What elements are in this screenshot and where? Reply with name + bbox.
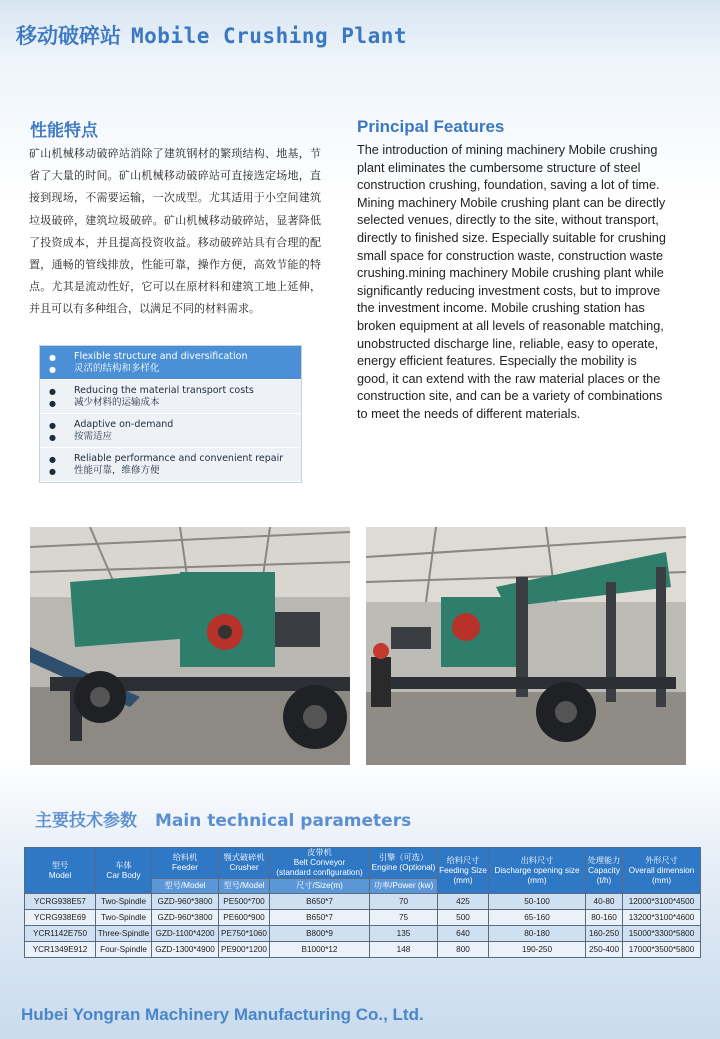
col-discharge: 出料尺寸 Discharge opening size (mm) bbox=[489, 848, 586, 894]
title-en: Mobile Crushing Plant bbox=[131, 24, 408, 48]
col-engine-sub: 功率/Power (kw) bbox=[370, 879, 438, 894]
col-crusher-sub: 型号/Model bbox=[219, 879, 270, 894]
col-conveyor: 皮带机 Belt Conveyor (standard configuration) bbox=[270, 848, 370, 879]
col-capacity: 处理能力 Capacity (t/h) bbox=[586, 848, 623, 894]
table-row: YCR1142E750 Three-Spindle GZD-1100*4200 PE750*1060 B800*9 135 640 80-180 160-250 15000*3300*5800 bbox=[25, 926, 701, 942]
company-name: Hubei Yongran Machinery Manufacturing Co., Ltd. bbox=[21, 1005, 424, 1024]
col-car-body: 车体 Car Body bbox=[96, 848, 152, 894]
feature-list bbox=[39, 345, 302, 483]
bullet-icon: ● bbox=[49, 365, 56, 374]
bullet-icon: ● bbox=[49, 467, 56, 476]
feature-zh: 按需适应 bbox=[74, 431, 113, 442]
bullet-icon: ● bbox=[49, 433, 56, 442]
feature-item bbox=[40, 380, 301, 414]
feature-en: Flexible structure and diversification bbox=[74, 351, 248, 362]
plant-photo-2 bbox=[366, 527, 686, 765]
title-cn: 移动破碎站 bbox=[16, 24, 121, 48]
col-crusher: 颚式破碎机 Crusher bbox=[219, 848, 270, 879]
col-feeder: 给料机 Feeder bbox=[152, 848, 219, 879]
feature-zh: 性能可靠，维修方便 bbox=[74, 465, 160, 476]
params-title bbox=[35, 806, 411, 831]
bullet-icon: ● bbox=[49, 399, 56, 408]
table-row: YCRG938E69 Two-Spindle GZD-960*3800 PE600*900 B650*7 75 500 65-160 80-160 13200*3100*4600 bbox=[25, 910, 701, 926]
params-title-cn: 主要技术参数 bbox=[35, 811, 137, 831]
page-title bbox=[16, 20, 407, 50]
col-conveyor-sub: 尺寸/Size(m) bbox=[270, 879, 370, 894]
col-dimension: 外形尺寸 Overall dimension (mm) bbox=[623, 848, 701, 894]
features-cn-heading: 性能特点 bbox=[30, 121, 98, 141]
params-title-en: Main technical parameters bbox=[155, 811, 412, 831]
feature-item bbox=[40, 448, 301, 482]
col-model: 型号 Model bbox=[25, 848, 96, 894]
params-table bbox=[24, 847, 701, 958]
plant-photo-1 bbox=[30, 527, 350, 765]
bullet-icon: ● bbox=[49, 353, 56, 362]
feature-en: Reliable performance and convenient repair bbox=[74, 453, 284, 464]
table-row: YCR1349E912 Four-Spindle GZD-1300*4900 PE900*1200 B1000*12 148 800 190-250 250-400 17000*3500*5800 bbox=[25, 942, 701, 958]
features-en-paragraph: The introduction of mining machinery Mobile crushing plant eliminates the cumbersome structure of steel construction crushing, foundation, saving a lot of time. Mining machinery Mobile crushing plant can be directly selected venues, directly to the site, without transport, directly to finished size. Especially suitable for crushing small space for construction waste, construction waste crushing.mining machinery Mobile crushing plant while significantly reducing investment costs, but to improve the investment income. Mobile crushing station has broken equipment at all levels of reasonable matching, unobstructed discharge line, reliable, easy to operate, energy efficient features. Especially the mobility is good, it can extend with the raw material places or the construction site, and can be a variety of combinations to meet the needs of different materials. bbox=[357, 143, 666, 421]
features-en-heading: Principal Features bbox=[357, 117, 505, 136]
table-row: YCRG938E57 Two-Spindle GZD-960*3800 PE500*700 B650*7 70 425 50-100 40-80 12000*3100*4500 bbox=[25, 894, 701, 910]
col-feeder-sub: 型号/Model bbox=[152, 879, 219, 894]
feature-zh: 灵活的结构和多样化 bbox=[74, 363, 160, 374]
feature-item bbox=[40, 414, 301, 448]
feature-item bbox=[40, 346, 301, 380]
feature-en: Adaptive on-demand bbox=[74, 419, 174, 430]
feature-zh: 减少材料的运输成本 bbox=[74, 397, 160, 408]
col-engine: 引擎（可选） Engine (Optional) bbox=[370, 848, 438, 879]
bullet-icon: ● bbox=[49, 387, 56, 396]
col-feeding-size: 给料尺寸 Feeding Size (mm) bbox=[438, 848, 489, 894]
features-cn-paragraph: 矿山机械移动破碎站消除了建筑钢材的繁琐结构、地基，节省了大量的时间。矿山机械移动破碎站可直接选定场地，直接到现场，不需要运输，一次成型。尤其适用于小空间建筑垃圾破碎，建筑垃圾破碎。矿山机械移动破碎站，显著降低了投资成本，并且提高投资收益。移动破碎站具有合理的配置，通畅的管线排放，性能可靠，操作方便，高效节能的特点。尤其是流动性好，它可以在原材料和建筑工地上延伸，并且可以有多种组合，以满足不同的材料需求。 bbox=[29, 147, 321, 316]
bullet-icon: ● bbox=[49, 421, 56, 430]
bullet-icon: ● bbox=[49, 455, 56, 464]
feature-en: Reducing the material transport costs bbox=[74, 385, 254, 396]
